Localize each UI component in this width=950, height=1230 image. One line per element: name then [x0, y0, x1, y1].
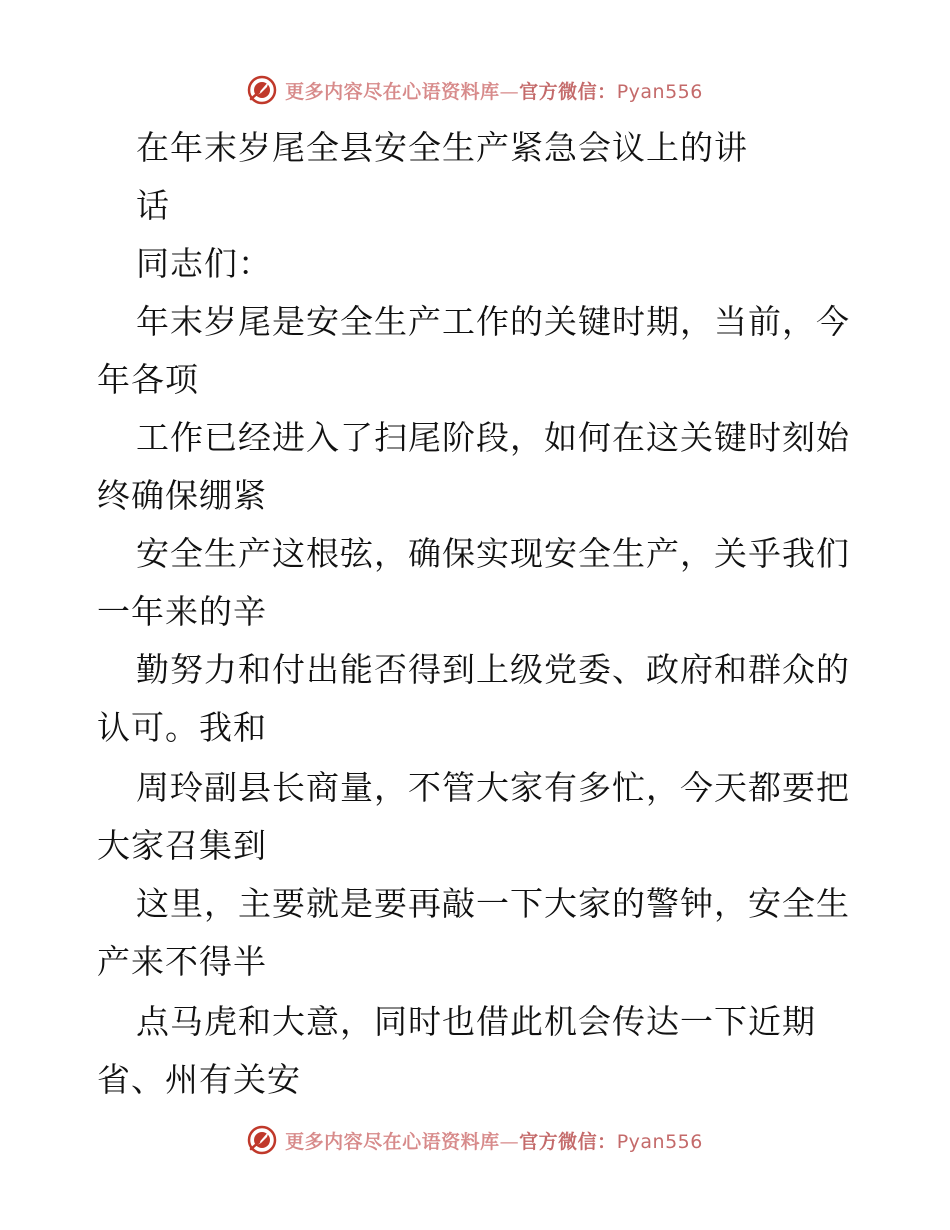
paragraph-line: 一年来的辛: [97, 592, 267, 631]
paragraph-line: 安全生产这根弦，确保实现安全生产，关乎我们: [136, 534, 850, 573]
paragraph-line: 工作已经进入了扫尾阶段，如何在这关键时刻始: [136, 418, 850, 457]
paragraph-line: 省、州有关安: [97, 1060, 301, 1099]
document-greeting: 同志们：: [136, 244, 272, 283]
banner-wechat-id: Pyan556: [616, 80, 703, 103]
paragraph-line: 大家召集到: [97, 826, 267, 865]
banner-dash: —: [499, 80, 520, 103]
paragraph-line: 年各项: [97, 360, 199, 399]
banner-main-text: 更多内容尽在心语资料库: [285, 1130, 500, 1153]
footer-watermark-banner: [0, 1120, 950, 1160]
banner-dash: —: [499, 1130, 520, 1153]
banner-main-text: 更多内容尽在心语资料库: [285, 80, 500, 103]
quill-logo-icon: [247, 1125, 277, 1155]
banner-label: 官方微信：: [519, 80, 617, 103]
paragraph-line: 点马虎和大意，同时也借此机会传达一下近期: [136, 1002, 816, 1041]
document-title-line-1: 在年末岁尾全县安全生产紧急会议上的讲: [136, 128, 748, 167]
banner-label: 官方微信：: [519, 1130, 617, 1153]
document-title-line-2: 话: [136, 186, 170, 225]
paragraph-line: 周玲副县长商量，不管大家有多忙，今天都要把: [136, 768, 850, 807]
paragraph-line: 这里，主要就是要再敲一下大家的警钟，安全生: [136, 884, 850, 923]
banner-wechat-id: Pyan556: [616, 1130, 703, 1153]
paragraph-line: 产来不得半: [97, 942, 267, 981]
paragraph-line: 认可。我和: [97, 708, 267, 747]
paragraph-line: 年末岁尾是安全生产工作的关键时期，当前，今: [136, 302, 850, 341]
banner-text: [285, 1127, 703, 1154]
header-watermark-banner: [0, 70, 950, 110]
quill-logo-icon: [247, 75, 277, 105]
paragraph-line: 终确保绷紧: [97, 476, 267, 515]
banner-text: [285, 77, 703, 104]
paragraph-line: 勤努力和付出能否得到上级党委、政府和群众的: [136, 650, 850, 689]
